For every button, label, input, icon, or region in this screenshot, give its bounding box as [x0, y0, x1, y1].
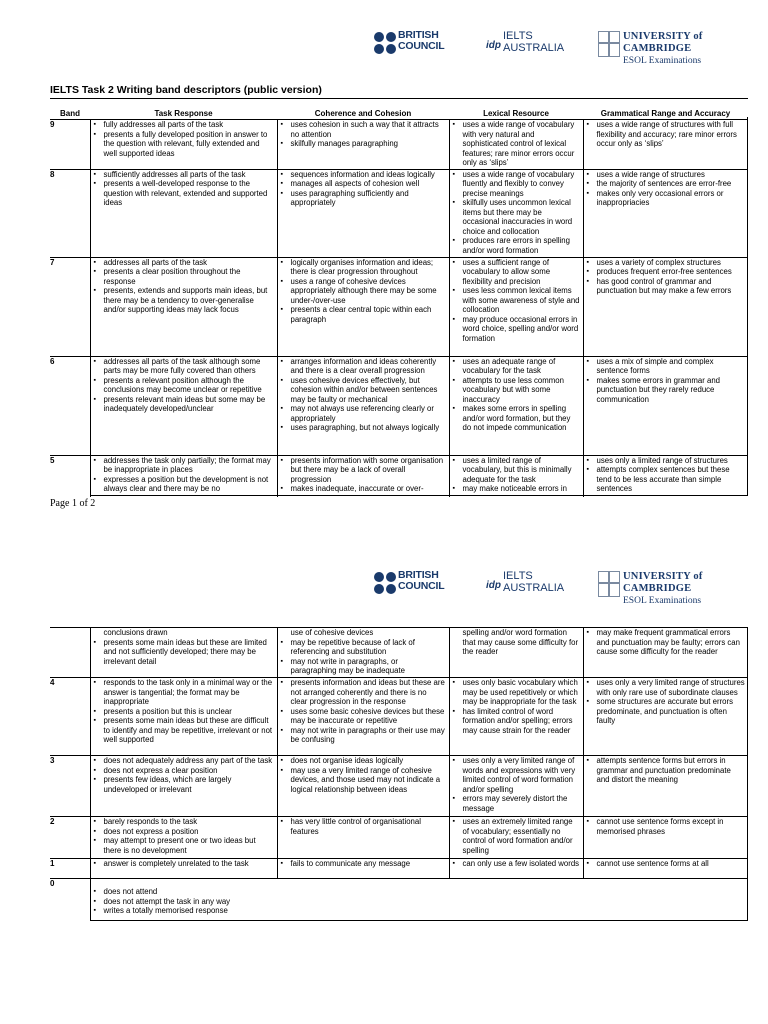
band-row: [50, 859, 748, 879]
descriptor-item: ▪ makes inadequate, inaccurate or over-: [289, 484, 446, 494]
descriptor-item: ▪ addresses all parts of the task although some parts may be more fully covered than others: [102, 357, 274, 376]
band-number: 8: [50, 169, 90, 257]
grammar-cell: [583, 859, 748, 879]
british-council-line1: BRITISH: [398, 569, 439, 581]
grammar-cell: [583, 678, 748, 756]
descriptor-list: [587, 756, 746, 785]
band-row: [50, 817, 748, 859]
descriptor-item: ▪ uses cohesion in such a way that it attracts no attention: [289, 120, 446, 139]
descriptor-list: [453, 456, 580, 494]
band-row: [50, 628, 748, 678]
descriptor-list: [281, 456, 446, 494]
descriptor-item: ▪ makes some errors in grammar and punctuation but they rarely reduce communication: [595, 376, 746, 405]
descriptor-item: ▪ has good control of grammar and punctuation but may make a few errors: [595, 277, 746, 296]
band-row: [50, 120, 748, 170]
coherence-cell: [277, 817, 449, 859]
coherence-cell: [277, 120, 449, 170]
coherence-cell: [277, 756, 449, 817]
descriptor-list: [94, 258, 274, 315]
grammar-cell: [583, 257, 748, 356]
descriptor-item: ▪ presents a relevant position although the conclusions may become unclear or repetitive: [102, 376, 274, 395]
descriptor-item: ▪ errors may severely distort the message: [461, 794, 580, 813]
descriptor-list: [94, 859, 274, 869]
descriptor-item: ▪ uses a mix of simple and complex sentence forms: [595, 357, 746, 376]
descriptor-item: ▪ may not write in paragraphs or their use may be confusing: [289, 726, 446, 745]
descriptor-list: [94, 678, 274, 745]
lexical-cell: [449, 678, 583, 756]
title-divider: [50, 98, 748, 99]
british-council-dots-icon: [374, 572, 396, 594]
descriptor-list: [587, 357, 746, 405]
idp-ielts-australia-logo: [486, 570, 576, 598]
descriptor-list: [281, 170, 446, 208]
band-number: 6: [50, 356, 90, 455]
task-response-cell: [90, 169, 277, 257]
band-number: 7: [50, 257, 90, 356]
descriptor-item: ▪ sufficiently addresses all parts of the task: [102, 170, 274, 180]
descriptor-item: ▪ uses only a limited range of structures: [595, 456, 746, 466]
idp-ielts-australia-logo: [486, 30, 576, 58]
band-row: [50, 756, 748, 817]
ielts-line2: AUSTRALIA: [503, 582, 565, 594]
idp-mark: idp: [486, 580, 501, 591]
cambridge-shield-icon: [598, 571, 620, 597]
descriptor-item: ▪ uses some basic cohesive devices but these may be inaccurate or repetitive: [289, 707, 446, 726]
coherence-cell: [277, 356, 449, 455]
descriptor-list: [453, 756, 580, 813]
descriptor-item: ▪ has very little control of organisational features: [289, 817, 446, 836]
ielts-line1: IELTS: [503, 570, 533, 582]
descriptor-list: [587, 456, 746, 494]
descriptor-item: ▪ presents a clear position throughout the response: [102, 267, 274, 286]
grammar-cell: [583, 356, 748, 455]
band-row: [50, 879, 748, 921]
lexical-cell: [449, 356, 583, 455]
descriptor-item: ▪ answer is completely unrelated to the task: [102, 859, 274, 869]
descriptor-list: [94, 887, 746, 916]
descriptor-item: ▪ does not express a position: [102, 827, 274, 837]
descriptor-list: [587, 170, 746, 208]
coherence-cell: [277, 678, 449, 756]
band-row: [50, 678, 748, 756]
descriptor-list: [281, 258, 446, 325]
descriptor-item: ▪ fully addresses all parts of the task: [102, 120, 274, 130]
band-number: 2: [50, 817, 90, 859]
descriptor-list: [587, 258, 746, 296]
descriptor-list: [453, 120, 580, 168]
descriptor-item: ▪ writes a totally memorised response: [102, 906, 746, 916]
descriptor-list: [587, 120, 746, 149]
grammar-cell: [583, 817, 748, 859]
descriptor-item: ▪ uses a sufficient range of vocabulary to allow some flexibility and precision: [461, 258, 580, 287]
descriptor-item: ▪ may make frequent grammatical errors and punctuation may be faulty; errors can cause some difficulty for the reader: [595, 628, 746, 657]
descriptor-item: ▪ may not always use referencing clearly or appropriately: [289, 404, 446, 423]
british-council-line2: COUNCIL: [398, 40, 445, 52]
british-council-line2: COUNCIL: [398, 580, 445, 592]
descriptor-item: ▪ presents a position but this is unclear: [102, 707, 274, 717]
descriptor-item: ▪ does not adequately address any part of the task: [102, 756, 274, 766]
descriptor-item: ▪ logically organises information and ideas; there is clear progression throughout: [289, 258, 446, 277]
page2-logo-bar: [0, 568, 768, 606]
coherence-cell: [277, 628, 449, 678]
header-band: Band: [60, 108, 80, 118]
lexical-cell: [449, 257, 583, 356]
descriptor-item: ▪ uses only a very limited range of structures with only rare use of subordinate clauses: [595, 678, 746, 697]
descriptor-item: ▪ attempts to use less common vocabulary but with some inaccuracy: [461, 376, 580, 405]
descriptor-item: ▪ presents a clear central topic within each paragraph: [289, 305, 446, 324]
descriptor-list: [281, 120, 446, 149]
idp-mark: idp: [486, 40, 501, 51]
band-number: 5: [50, 455, 90, 497]
descriptor-item: ▪ arranges information and ideas coherently and there is a clear overall progression: [289, 357, 446, 376]
coherence-cell: [277, 169, 449, 257]
descriptor-item: ▪ uses less common lexical items with some awareness of style and collocation: [461, 286, 580, 315]
descriptor-list: [587, 817, 746, 836]
task-response-cell: [90, 257, 277, 356]
descriptor-item: ▪ can only use a few isolated words: [461, 859, 580, 869]
descriptor-item: ▪ uses a wide range of structures: [595, 170, 746, 180]
descriptor-list: [281, 756, 446, 794]
descriptor-item: ▪ uses an adequate range of vocabulary for the task: [461, 357, 580, 376]
task-response-cell: [90, 678, 277, 756]
descriptor-list: [94, 817, 274, 855]
table2-bottom-border: [90, 920, 748, 921]
descriptor-item: ▪ attempts sentence forms but errors in grammar and punctuation predominate and distort the meaning: [595, 756, 746, 785]
descriptor-list: [453, 170, 580, 256]
lexical-cell: [449, 120, 583, 170]
descriptor-item: ▪ uses paragraphing, but not always logically: [289, 423, 446, 433]
lexical-cell: [449, 455, 583, 497]
descriptor-item: ▪ produces frequent error-free sentences: [595, 267, 746, 277]
descriptor-item: ▪ presents, extends and supports main ideas, but there may be a tendency to over-generalise and/or supporting ideas may lack focus: [102, 286, 274, 315]
lexical-cell: [449, 817, 583, 859]
band-number: 9: [50, 120, 90, 170]
band-number: 4: [50, 678, 90, 756]
descriptor-item: ▪ uses cohesive devices effectively, but cohesion within and/or between sentences may be faulty or mechanical: [289, 376, 446, 405]
descriptor-item: ▪ presents relevant main ideas but some may be inadequately developed/unclear: [102, 395, 274, 414]
descriptor-item: ▪ may be repetitive because of lack of referencing and substitution: [289, 638, 446, 657]
descriptor-item: ▪ uses a range of cohesive devices appropriately although there may be some under-/over-use: [289, 277, 446, 306]
table1-right-border: [747, 117, 748, 495]
grammar-cell: [583, 169, 748, 257]
grammar-cell: [583, 628, 748, 678]
descriptor-item: ▪ skilfully manages paragraphing: [289, 139, 446, 149]
descriptor-item: ▪ does not attempt the task in any way: [102, 897, 746, 907]
descriptor-list: [587, 628, 746, 657]
descriptor-item: ▪ uses a variety of complex structures: [595, 258, 746, 268]
descriptor-item: ▪ some structures are accurate but errors predominate, and punctuation is often faulty: [595, 697, 746, 726]
coherence-cell: [277, 455, 449, 497]
lexical-cell: [449, 628, 583, 678]
descriptor-item: ▪ may make noticeable errors in: [461, 484, 580, 494]
cambridge-line1: UNIVERSITY of CAMBRIDGE: [623, 571, 703, 594]
descriptor-item: ▪ makes some errors in spelling and/or word formation, but they do not impede communication: [461, 404, 580, 433]
descriptor-item: ▪ uses a wide range of structures with full flexibility and accuracy; rare minor errors occur only as ‘slips’: [595, 120, 746, 149]
descriptor-item: ▪ expresses a position but the development is not always clear and there may be no: [102, 475, 274, 494]
descriptor-item: ▪ skilfully uses uncommon lexical items but there may be occasional inaccuracies in word choice and collocation: [461, 198, 580, 236]
descriptor-item: ▪ addresses all parts of the task: [102, 258, 274, 268]
descriptor-list: [281, 357, 446, 433]
band-row: [50, 257, 748, 356]
header-lexical: Lexical Resource: [483, 108, 549, 118]
document-title: IELTS Task 2 Writing band descriptors (public version): [50, 84, 322, 96]
grammar-cell: [583, 756, 748, 817]
task-response-cell: [90, 120, 277, 170]
band-number: [50, 628, 90, 678]
table2-right-border: [747, 627, 748, 920]
descriptor-item: ▪ the majority of sentences are error-free: [595, 179, 746, 189]
continued-text: spelling and/or word formation that may cause some difficulty for the reader: [462, 628, 579, 656]
cambridge-shield-icon: [598, 31, 620, 57]
descriptor-list: [281, 817, 446, 836]
grammar-cell: [583, 120, 748, 170]
descriptor-item: ▪ does not attend: [102, 887, 746, 897]
british-council-dots-icon: [374, 32, 396, 54]
cambridge-line2: ESOL Examinations: [623, 56, 702, 66]
descriptor-list: [587, 859, 746, 869]
british-council-logo: [374, 30, 444, 58]
band-number: 1: [50, 859, 90, 879]
descriptor-item: ▪ may use a very limited range of cohesive devices, and those used may not indicate a logical relationship between ideas: [289, 766, 446, 795]
descriptor-item: ▪ uses a wide range of vocabulary with very natural and sophisticated control of lexical features; rare minor errors occur only as ‘slips’: [461, 120, 580, 168]
descriptor-item: ▪ sequences information and ideas logically: [289, 170, 446, 180]
page-number: Page 1 of 2: [50, 498, 96, 509]
british-council-line1: BRITISH: [398, 29, 439, 41]
table-header-row: [50, 106, 748, 120]
descriptor-list: [94, 756, 274, 794]
descriptor-item: ▪ responds to the task only in a minimal way or the answer is tangential; the format may be inappropriate: [102, 678, 274, 707]
descriptor-item: ▪ may attempt to present one or two ideas but there is no development: [102, 836, 274, 855]
band-row: [50, 455, 748, 497]
lexical-cell: [449, 169, 583, 257]
descriptor-item: ▪ does not express a clear position: [102, 766, 274, 776]
descriptor-item: ▪ makes only very occasional errors or inappropriacies: [595, 189, 746, 208]
descriptor-list: [453, 258, 580, 344]
band-row: [50, 169, 748, 257]
lexical-cell: [449, 859, 583, 879]
descriptor-list: [94, 638, 274, 667]
cambridge-line1: UNIVERSITY of CAMBRIDGE: [623, 31, 703, 54]
descriptor-item: ▪ produces rare errors in spelling and/or word formation: [461, 236, 580, 255]
continued-text: use of cohesive devices: [290, 628, 374, 637]
descriptor-item: ▪ presents some main ideas but these are difficult to identify and may be repetitive, irrelevant or not well supported: [102, 716, 274, 745]
descriptor-item: ▪ addresses the task only partially; the format may be inappropriate in places: [102, 456, 274, 475]
descriptor-list: [281, 638, 446, 676]
descriptor-item: ▪ presents few ideas, which are largely undeveloped or irrelevant: [102, 775, 274, 794]
table1-bottom-border: [90, 495, 748, 496]
task-response-cell: [90, 455, 277, 497]
band-descriptor-table-page1: [50, 106, 748, 497]
task-response-cell: [90, 356, 277, 455]
task-response-cell: [90, 628, 277, 678]
descriptor-item: ▪ uses paragraphing sufficiently and appropriately: [289, 189, 446, 208]
descriptor-item: ▪ fails to communicate any message: [289, 859, 446, 869]
band-row: [50, 356, 748, 455]
descriptor-list: [453, 817, 580, 855]
coherence-cell: [277, 257, 449, 356]
descriptor-item: ▪ cannot use sentence forms at all: [595, 859, 746, 869]
descriptor-list: [94, 170, 274, 208]
descriptor-item: ▪ attempts complex sentences but these tend to be less accurate than simple sentences: [595, 465, 746, 494]
descriptor-list: [587, 678, 746, 726]
descriptor-item: ▪ uses an extremely limited range of vocabulary; essentially no control of word formation and/or spelling: [461, 817, 580, 855]
descriptor-list: [453, 859, 580, 869]
grammar-cell: [583, 455, 748, 497]
ielts-line2: AUSTRALIA: [503, 42, 565, 54]
descriptor-item: ▪ cannot use sentence forms except in memorised phrases: [595, 817, 746, 836]
continued-text: conclusions drawn: [103, 628, 168, 637]
lexical-cell: [449, 756, 583, 817]
descriptor-item: ▪ manages all aspects of cohesion well: [289, 179, 446, 189]
descriptor-list: [453, 678, 580, 735]
band-number: 3: [50, 756, 90, 817]
header-coherence: Coherence and Cohesion: [314, 108, 412, 118]
descriptor-item: ▪ does not organise ideas logically: [289, 756, 446, 766]
task-response-cell: [90, 756, 277, 817]
page1-logo-bar: [0, 28, 768, 66]
coherence-cell: [277, 859, 449, 879]
cambridge-esol-logo: [598, 570, 748, 606]
band0-cell: [90, 879, 748, 921]
descriptor-item: ▪ presents a fully developed position in answer to the question with relevant, fully extended and well supported ideas: [102, 130, 274, 159]
band-descriptor-table-page2: [50, 627, 748, 921]
descriptor-item: ▪ may produce occasional errors in word choice, spelling and/or word formation: [461, 315, 580, 344]
descriptor-item: ▪ uses a limited range of vocabulary, but this is minimally adequate for the task: [461, 456, 580, 485]
descriptor-item: ▪ uses only basic vocabulary which may be used repetitively or which may be inappropriate for the task: [461, 678, 580, 707]
descriptor-item: ▪ uses a wide range of vocabulary fluently and flexibly to convey precise meanings: [461, 170, 580, 199]
descriptor-item: ▪ has limited control of word formation and/or spelling; errors may cause strain for the reader: [461, 707, 580, 736]
descriptor-item: ▪ barely responds to the task: [102, 817, 274, 827]
descriptor-item: ▪ presents information with some organisation but there may be a lack of overall progression: [289, 456, 446, 485]
descriptor-list: [281, 859, 446, 869]
descriptor-list: [453, 357, 580, 433]
british-council-logo: [374, 570, 444, 598]
descriptor-list: [94, 120, 274, 158]
task-response-cell: [90, 859, 277, 879]
descriptor-item: ▪ presents information and ideas but these are not arranged coherently and there is no clear progression in the response: [289, 678, 446, 707]
descriptor-item: ▪ presents some main ideas but these are limited and not sufficiently developed; there may be irrelevant detail: [102, 638, 274, 667]
cambridge-esol-logo: [598, 30, 748, 66]
descriptor-item: ▪ uses only a very limited range of words and expressions with very limited control of word formation and/or spelling: [461, 756, 580, 794]
band-number: 0: [50, 879, 90, 921]
descriptor-item: ▪ may not write in paragraphs, or paragraphing may be inadequate: [289, 657, 446, 676]
task-response-cell: [90, 817, 277, 859]
descriptor-list: [94, 357, 274, 414]
descriptor-item: ▪ presents a well-developed response to the question with relevant, extended and supported ideas: [102, 179, 274, 208]
descriptor-list: [94, 456, 274, 494]
header-task-response: Task Response: [154, 108, 213, 118]
ielts-line1: IELTS: [503, 30, 533, 42]
header-grammar: Grammatical Range and Accuracy: [600, 108, 731, 118]
descriptor-list: [281, 678, 446, 745]
cambridge-line2: ESOL Examinations: [623, 596, 702, 606]
